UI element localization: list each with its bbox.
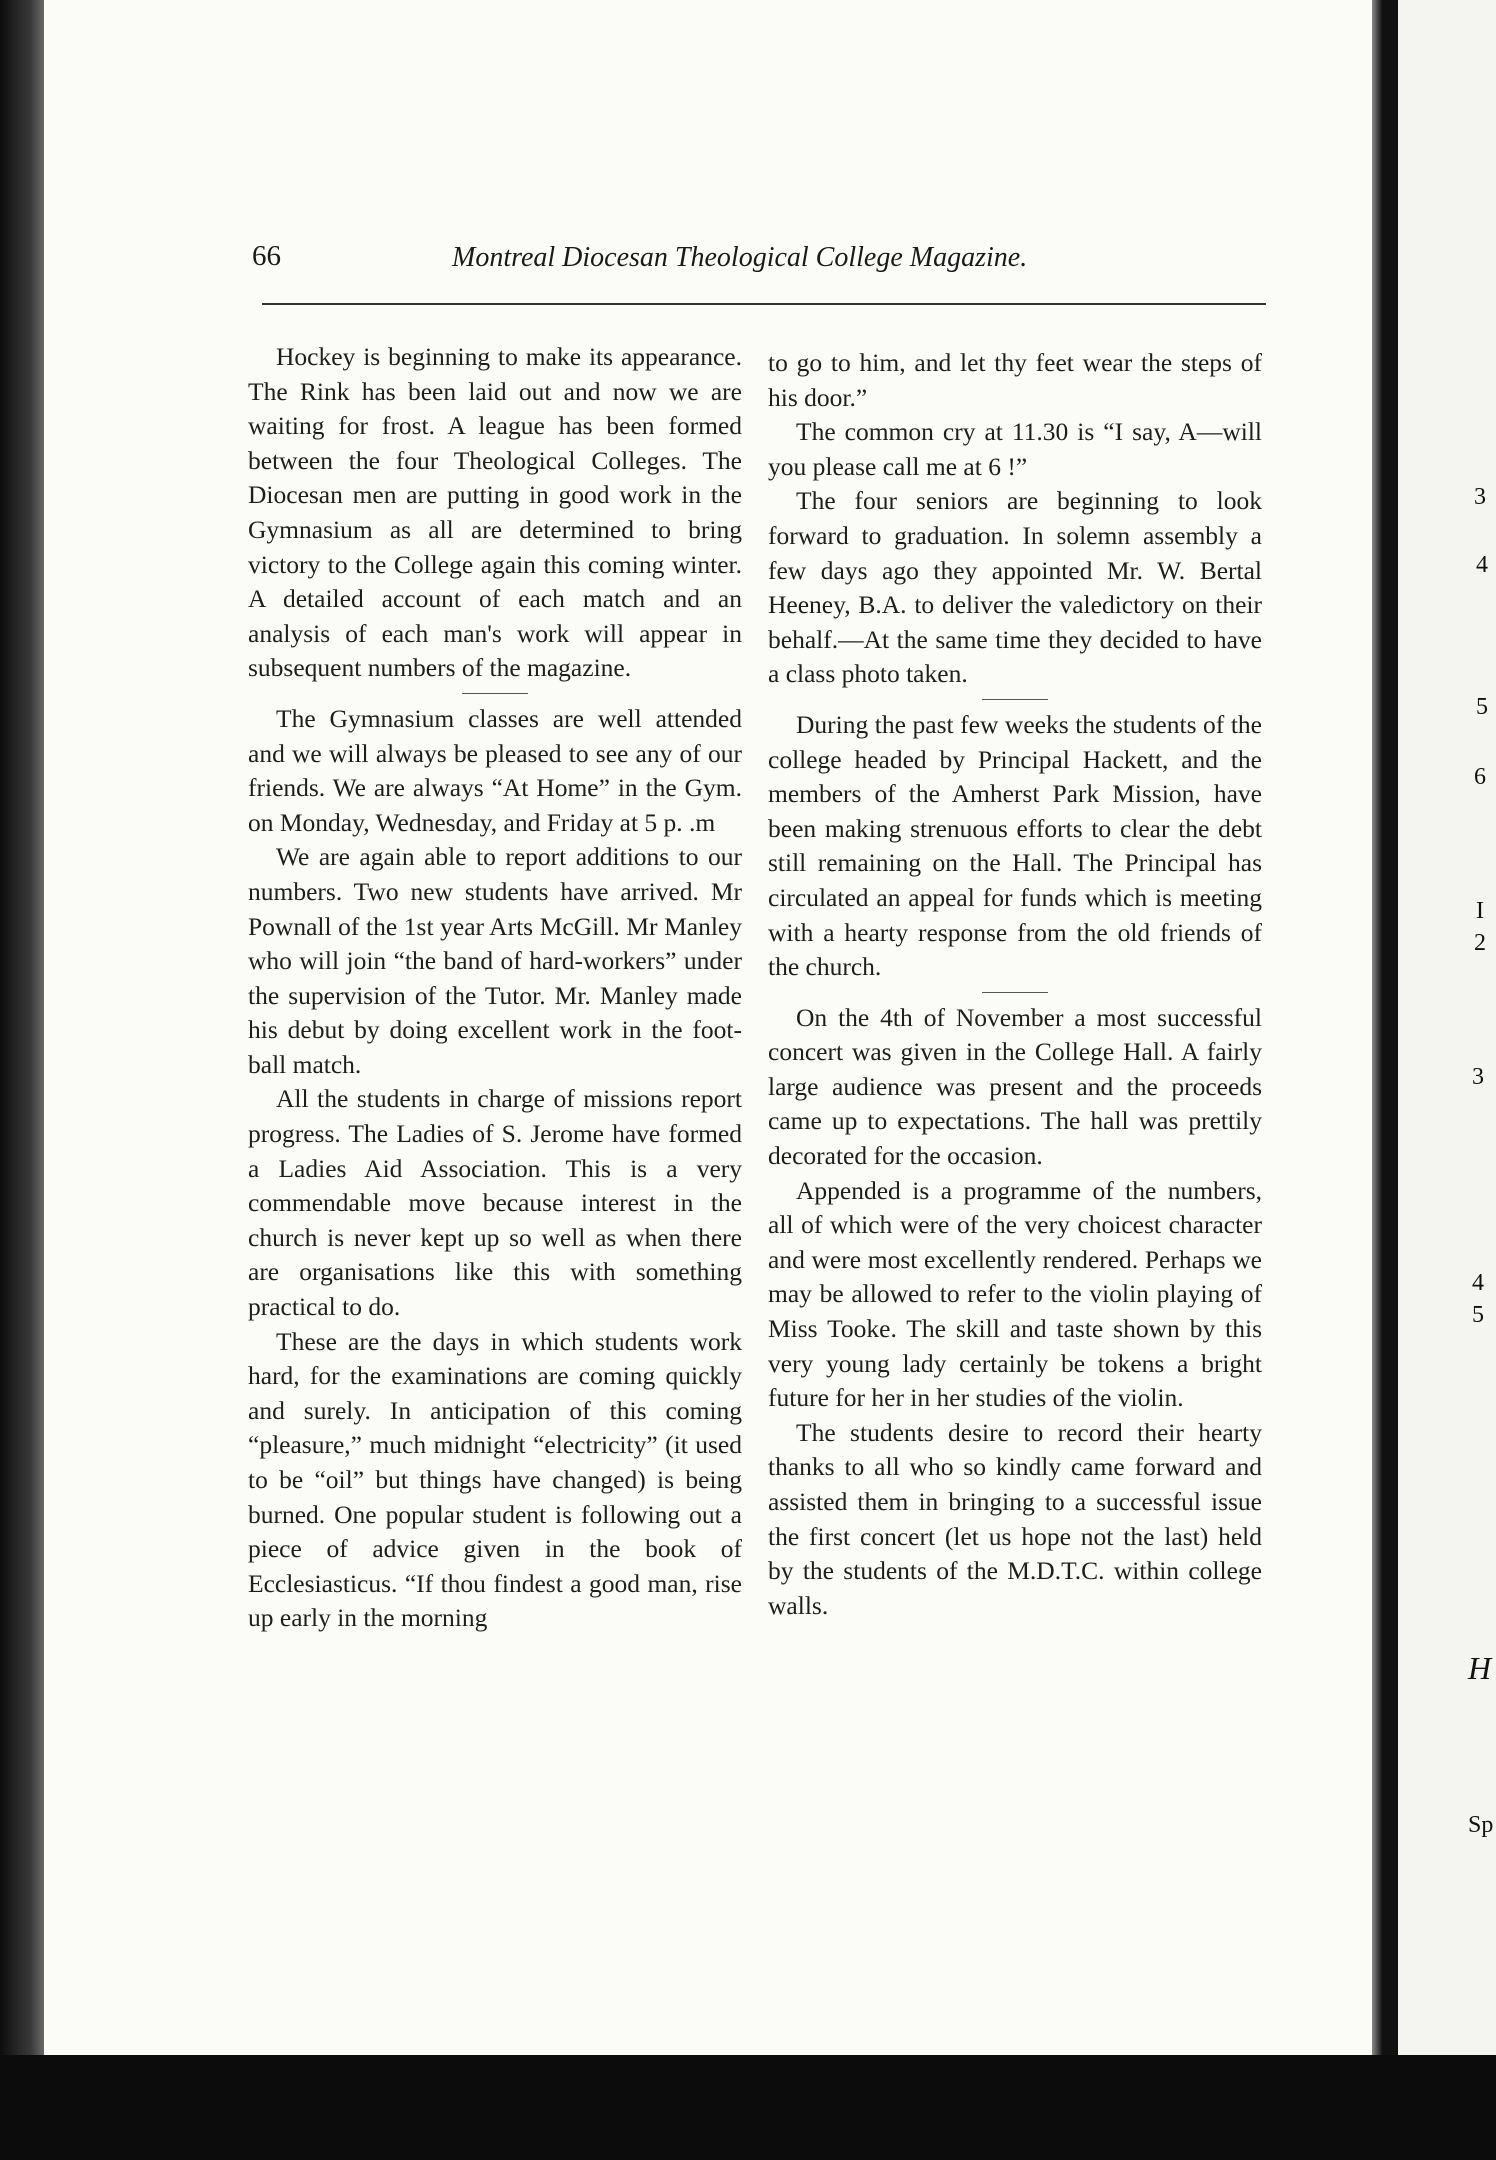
column-right xyxy=(768,346,1262,1623)
adjacent-fragment: 5 xyxy=(1472,1302,1484,1328)
adjacent-fragment: 3 xyxy=(1472,1064,1484,1090)
adjacent-fragment: 5 xyxy=(1476,694,1488,720)
adjacent-fragment: H xyxy=(1468,1650,1492,1686)
running-head: Montreal Diocesan Theological College Magazine. xyxy=(452,242,1028,273)
paragraph-common-cry: The common cry at 11.30 is “I say, A—will you please call me at 6 !” xyxy=(768,417,1262,481)
paragraph-examinations: These are the days in which students work hard, for the examinations are coming quickly and surely. In anticipation of this coming “pleasure,” much midnight “electricity” (it used to be “oil” but things have changed) is being burned. One popular student is following out a piece of advice given in the book of Ecclesiasticus. “If thou findest a good man, rise up early in the morning xyxy=(248,1326,742,1633)
adjacent-fragment: 3 xyxy=(1474,484,1486,510)
book-gutter xyxy=(1372,0,1398,2055)
paragraph-new-students: We are again able to report additions to our numbers. Two new students have arrived. Mr Pownall of the 1st year Arts McGill. Mr Manley who will join “the band of hard-workers” under the supervision of the Tutor. Mr. Manley made his debut by doing excellent work in the foot-ball match. xyxy=(248,842,742,1079)
section-separator xyxy=(982,992,1048,993)
column-left xyxy=(248,340,742,1636)
paragraph-programme: Appended is a programme of the numbers, all of which were of the very choicest character and were most excellently rendered. Perhaps we may be allowed to refer to the violin playing of Miss Tooke. The skill and taste shown by this very young lady certainly be tokens a bright future for her in her studies of the violin. xyxy=(768,1175,1262,1413)
adjacent-fragment: 6 xyxy=(1474,764,1486,790)
section-separator xyxy=(982,699,1048,700)
page-header xyxy=(252,240,1264,280)
adjacent-fragment: 2 xyxy=(1474,930,1486,956)
adjacent-fragment: 4 xyxy=(1476,552,1488,578)
paragraph-mission-debt: During the past few weeks the students of the college headed by Principal Hackett, and the members of the Amherst Park Mission, have been making strenuous efforts to clear the debt still remaining on the Hall. The Principal has circulated an appeal for funds which is meeting with a hearty response from the old friends of the church. xyxy=(768,709,1262,982)
paragraph-gymnasium: The Gymnasium classes are well attended and we will always be pleased to see any of our friends. We are always “At Home” in the Gym. on Monday, Wednesday, and Friday at 5 p. .m xyxy=(248,703,742,837)
adjacent-fragment: I xyxy=(1476,898,1484,924)
page-number: 66 xyxy=(252,240,281,272)
adjacent-fragment: 4 xyxy=(1472,1270,1484,1296)
section-separator xyxy=(462,693,528,694)
paragraph-hockey: Hockey is beginning to make its appearance. The Rink has been laid out and now we are waiting for frost. A league has been formed between the four Theological Colleges. The Diocesan men are putting in good work in the Gymnasium as all are determined to bring victory to the College again this coming winter. A detailed account of each match and an analysis of each man's work will appear in subsequent numbers of the magazine. xyxy=(248,342,742,683)
book-binding-edge xyxy=(0,0,44,2160)
paragraph-continuation: to go to him, and let thy feet wear the steps of his door.” xyxy=(768,348,1262,412)
header-rule xyxy=(262,303,1266,305)
paragraph-concert: On the 4th of November a most successful concert was given in the College Hall. A fairly large audience was present and the proceeds came up to expectations. The hall was prettily decorated for the occasion. xyxy=(768,1002,1262,1171)
paragraph-seniors: The four seniors are beginning to look forward to graduation. In solemn assembly a few days ago they appointed Mr. W. Bertal Heeney, B.A. to deliver the valedictory on their behalf.—At the same time they decided to have a class photo taken. xyxy=(768,486,1262,689)
paragraph-thanks: The students desire to record their hearty thanks to all who so kindly came forward and assisted them in bringing to a successful issue the first concert (let us hope not the last) held by the students of the M.D.T.C. within college walls. xyxy=(768,1417,1262,1620)
paragraph-missions: All the students in charge of missions report progress. The Ladies of S. Jerome have formed a Ladies Aid Association. This is a very commendable move because interest in the church is never kept up so well as when there are organisations like this with something practical to do. xyxy=(248,1084,742,1322)
scan-bottom-edge xyxy=(0,2055,1496,2160)
adjacent-page-edge xyxy=(1398,0,1496,2055)
adjacent-fragment: Sp xyxy=(1468,1812,1494,1838)
